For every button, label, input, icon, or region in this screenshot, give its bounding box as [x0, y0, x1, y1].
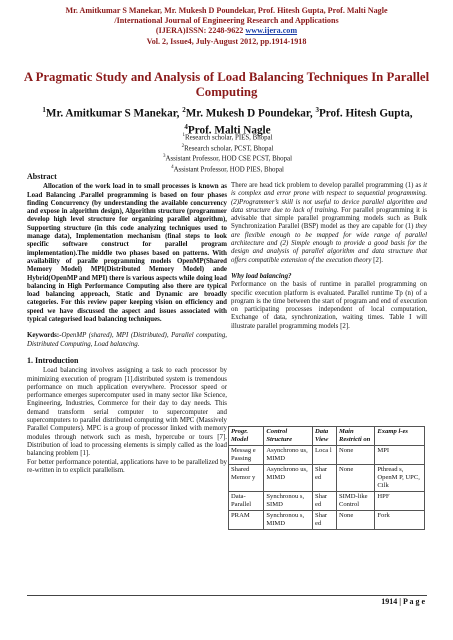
table-cell: SIMD-like Control — [336, 492, 374, 511]
table-row — [229, 465, 425, 492]
table-cell: PRAM — [229, 511, 264, 530]
table-header-row — [229, 427, 425, 446]
affiliation-1: $^1$Research scholar, PIES, Bhopal — [182, 133, 273, 142]
table-cell: Shared Memor y — [229, 465, 264, 492]
table-header: Examp l-es — [375, 427, 425, 446]
table-cell: Shar ed — [313, 511, 337, 530]
table-cell: None — [336, 465, 374, 492]
affiliations — [60, 132, 395, 175]
author-2: Mr. Mukesh D Poundekar, — [185, 107, 316, 120]
author-3: Prof. Hitesh Gupta, — [318, 107, 413, 120]
table-row — [229, 492, 425, 511]
table-header: Data View — [313, 427, 337, 446]
table-header: Control Structure — [264, 427, 313, 446]
table-cell: Synchronou s, SIMD — [264, 492, 313, 511]
table-cell: Data-Parallel — [229, 492, 264, 511]
author-list: $^1$Mr. Amitkumar S Manekar, $^2$Mr. Mukesh D Poundekar, $^3$Prof. Hitesh Gupta, $^4$Prof. Malti Nagle — [42, 106, 413, 137]
right-paragraph-2: Performance on the basis of runtime in parallel programming on specific execution platform is evaluated. Parallel runtime Tp (n) of a program is the time between the start of program and end of execution on participating processes independent of local computation, Exchange of data, synchronization, waiting times. Table I will illustrate parallel programming models [2]. — [231, 281, 427, 330]
header-issn: (IJERA)ISSN: 2248-9622 www.ijera.com — [155, 26, 298, 36]
table-cell: None — [336, 446, 374, 465]
intro-paragraph-2: For better performance potential, applications have to be parallelized by re-written in to explicit parallelism. — [27, 458, 227, 474]
table-header: Progr. Model — [229, 427, 264, 446]
author-1: Mr. Amitkumar S Manekar, — [45, 107, 183, 120]
table-cell: Asynchrono us, MIMD — [264, 446, 313, 465]
table-cell: MPI — [375, 446, 425, 465]
table-header: Main Restricti on — [336, 427, 374, 446]
abstract-heading: Abstract — [27, 172, 57, 181]
footer-divider — [27, 595, 427, 596]
table-cell: HPF — [375, 492, 425, 511]
abstract-body: Allocation of the work load in to small processes is known as Load Balancing .Parallel programming is based on four phases finding Concurrency (by understanding the available concurrency and expose in algorithm design), Algorithm structure (programmer develop high level structure for organizing parallel algorithm), Supporting structure (in this code analyzing techniques used to manage data), Implementation mechanism (final steps to look specific software construct for parallel program implementation).The middle two phases based on patterns. With availability of paralle programming models OpenMP(Shared Memory Model) MPI(Distributed Memory Model) ande Hybrid(OpenMP and MPI) there is various aspects while doing load balancing in High Performance Computing also there are typical load balancing approach, Static and Dynamic are broadly categories. For this review paper keeping vision on efficiency and speed we have discussed the aspect and issues associated with typical categorised load balancing techniques. — [27, 183, 227, 324]
intro-heading: 1. Introduction — [27, 355, 79, 365]
journal-header — [14, 6, 439, 47]
table-cell: Messag e Passing — [229, 446, 264, 465]
table-cell: Fork — [375, 511, 425, 530]
affiliation-3: $^3$Assistant Professor, HOD CSE PCST, Bhopal — [162, 154, 292, 163]
table-cell: Shar ed — [313, 465, 337, 492]
programming-models-table — [228, 426, 425, 530]
affiliation-4: $^4$Assistant Professor, HOD PIES, Bhopal — [171, 165, 284, 174]
table-cell: Pthread s, OpenM P, UPC, Cilk — [375, 465, 425, 492]
header-authors: Mr. Amitkumar S Manekar, Mr. Mukesh D Poundekar, Prof. Hitesh Gupta, Prof. Malti Nagle — [65, 6, 388, 15]
header-journal: /International Journal of Engineering Research and Applications — [114, 16, 339, 26]
header-volume: Vol. 2, Issue4, July-August 2012, pp.1914-1918 — [146, 36, 307, 46]
page-number: 1914 | P a g e — [381, 597, 425, 606]
why-load-balancing-heading: Why load balancing? — [231, 272, 292, 280]
right-column — [231, 182, 427, 331]
journal-link[interactable]: www.ijera.com — [245, 26, 298, 36]
table-cell: Asynchrono us, MIMD — [264, 465, 313, 492]
table-cell: None — [336, 511, 374, 530]
paper-title: A Pragmatic Study and Analysis of Load Balancing Techniques In Parallel Computing — [23, 70, 430, 99]
right-paragraph-1: There are head tick problem to develop parallel programming (1) as it is complex and error prone with respect to sequential programming. (2)Programmer’s skill is not useful to device parallel algorithm and data structure due to lack of training. For parallel programming it is advisable that simple parallel programming models such as Bulk Synchronization Parallel (BSP) model as they are capable for (1) they are flexible enough to be mapped for wide range of parallel architecture and (2) Simple enough to provide a good basis for the design and analysis of parallel algorithm and data structure that offers compatible extension of the execution theory [2]. — [231, 182, 428, 264]
table-row — [229, 511, 425, 530]
affiliation-2: $^2$Research scholar, PCST, Bhopal — [181, 143, 274, 152]
table-cell: Loca l — [313, 446, 337, 465]
intro-paragraph-1: Load balancing involves assigning a task to each processor by minimizing execution of program [1].distributed system is tremendous performance on much application everywhere. Processor speed or performance emerges supercomputer used in many sector like Science, Engineering, Industries, Commerce for their day to day needs. This demand transform serial computer to supercomputer and supercomputers to parallel distributed computing with MPC (Massively Parallel Computers). MPC is a group of processor linked with memory modules through network such as mesh, hypercube or tours [7]. Distribution of load to processing elements is simply called as the load balancing problem [1]. — [27, 367, 227, 458]
table-cell: Shar ed — [313, 492, 337, 511]
table-row — [229, 446, 425, 465]
left-column — [27, 173, 227, 475]
table-cell: Synchronou s, MIMD — [264, 511, 313, 530]
keywords: Keywords:-OpenMP (shared), MPI (Distributed), Parallel computing, Distributed Computing, Load balancing. — [27, 332, 227, 348]
author-4: Prof. Malti Nagle — [187, 124, 271, 137]
